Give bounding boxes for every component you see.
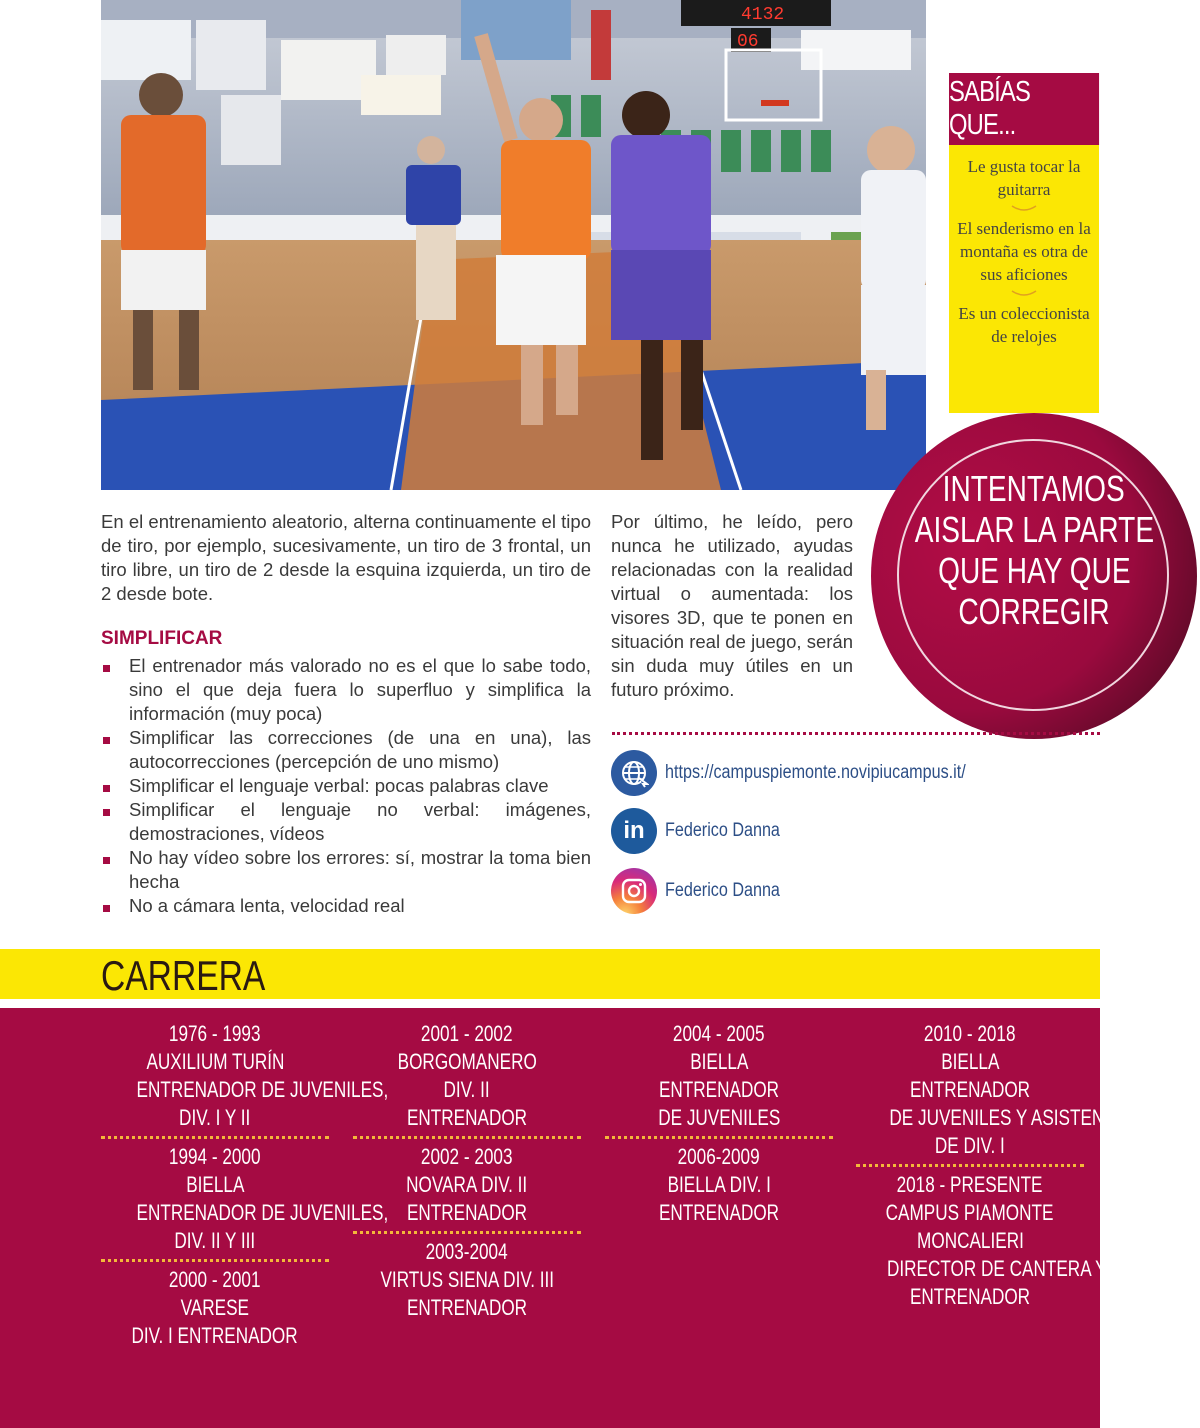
fact-item: El senderismo en la montaña es otra de sus aficiones bbox=[957, 219, 1091, 284]
list-item-text: El entrenador más valorado no es el que lo sabe todo, sino el que deja fuera lo superfluo y simplifica la información (muy poca) bbox=[129, 655, 591, 724]
career-timeline bbox=[0, 1008, 1127, 1428]
instagram-link[interactable] bbox=[611, 868, 800, 914]
quote-line: CORREGIR bbox=[958, 591, 1110, 632]
website-link[interactable] bbox=[611, 750, 1019, 796]
career-detail: NOVARA DIV. II bbox=[406, 1172, 528, 1197]
quote-line: INTENTAMOS bbox=[942, 468, 1126, 509]
linkedin-name[interactable]: Federico Danna bbox=[665, 820, 780, 841]
career-years: 2004 - 2005 bbox=[673, 1021, 765, 1046]
linkedin-icon: in bbox=[611, 808, 657, 854]
career-entry bbox=[353, 1020, 581, 1132]
career-detail: ENTRENADOR bbox=[406, 1105, 528, 1130]
career-entry bbox=[353, 1238, 581, 1322]
fun-facts-title-text: SABÍAS QUE... bbox=[949, 76, 1031, 141]
career-column bbox=[605, 1020, 833, 1227]
career-entry bbox=[856, 1171, 1107, 1311]
pull-quote-circle bbox=[871, 413, 1197, 739]
career-years: 2018 - PRESENTE bbox=[897, 1172, 1043, 1197]
career-years: 2000 - 2001 bbox=[169, 1267, 261, 1292]
career-dotted-separator bbox=[856, 1164, 1084, 1167]
list-item-text: Simplificar el lenguaje verbal: pocas palabras clave bbox=[129, 775, 549, 796]
bullet-square-icon bbox=[103, 905, 110, 912]
career-detail: DIRECTOR DE CANTERA Y bbox=[886, 1256, 1107, 1281]
list-item bbox=[101, 774, 591, 798]
career-entry bbox=[101, 1266, 329, 1350]
career-detail: BIELLA DIV. I bbox=[667, 1172, 771, 1197]
paragraph-virtual-reality: Por último, he leído, pero nunca he utilizado, ayudas relacionadas con la realidad virtual o aumentada: los visores 3D, que te ponen en situación real de juego, serán sin duda muy útiles en un futuro próximo. bbox=[611, 511, 853, 700]
list-item-text: No a cámara lenta, velocidad real bbox=[129, 895, 405, 916]
career-title-text: CARRERA bbox=[101, 952, 266, 999]
career-detail: ENTRENADOR bbox=[909, 1284, 1031, 1309]
fact-item: Es un coleccionista de relojes bbox=[958, 304, 1090, 346]
career-detail: ENTRENADOR DE JUVENILES, bbox=[136, 1077, 389, 1102]
career-years: 2001 - 2002 bbox=[421, 1021, 513, 1046]
career-title bbox=[101, 952, 306, 1000]
list-item bbox=[101, 894, 591, 918]
career-entry bbox=[856, 1020, 1127, 1160]
scoreboard-top: 4132 bbox=[741, 5, 785, 25]
career-detail: ENTRENADOR bbox=[406, 1295, 528, 1320]
career-column bbox=[856, 1020, 1127, 1311]
instagram-name[interactable]: Federico Danna bbox=[665, 880, 780, 901]
career-detail: DE DIV. I bbox=[935, 1133, 1005, 1158]
career-detail: ENTRENADOR bbox=[406, 1200, 528, 1225]
career-detail: DE JUVENILES Y ASISTENTE bbox=[889, 1105, 1127, 1130]
career-entry bbox=[605, 1020, 833, 1132]
list-item-text: No hay vídeo sobre los errores: sí, mostrar la toma bien hecha bbox=[129, 847, 591, 892]
career-years: 2010 - 2018 bbox=[924, 1021, 1016, 1046]
career-entry bbox=[101, 1020, 389, 1132]
career-detail: VIRTUS SIENA DIV. III bbox=[380, 1267, 554, 1292]
career-years: 1994 - 2000 bbox=[169, 1144, 261, 1169]
paragraph-random-training: En el entrenamiento aleatorio, alterna continuamente el tipo de tiro, por ejemplo, sucesivamente, un tiro de 3 frontal, un tiro libre, un tiro de 2 desde la esquina izquierda, un tiro de 2 desde bote. bbox=[101, 511, 591, 604]
globe-icon bbox=[611, 750, 657, 796]
career-detail: BIELLA bbox=[185, 1172, 245, 1197]
list-item bbox=[101, 846, 591, 894]
fun-facts-box bbox=[949, 73, 1099, 413]
career-entry bbox=[605, 1143, 833, 1227]
career-detail: MONCALIERI bbox=[916, 1228, 1024, 1253]
basketball-photo bbox=[101, 0, 926, 490]
career-dotted-separator bbox=[353, 1136, 581, 1139]
career-entry bbox=[101, 1143, 389, 1255]
career-dotted-separator bbox=[101, 1259, 329, 1262]
bullet-square-icon bbox=[103, 785, 110, 792]
career-years: 2006-2009 bbox=[677, 1144, 761, 1169]
career-detail: ENTRENADOR DE JUVENILES, bbox=[136, 1200, 389, 1225]
scoreboard-bottom: 06 bbox=[737, 32, 759, 52]
career-years: 2003-2004 bbox=[425, 1239, 509, 1264]
dotted-divider bbox=[612, 732, 1100, 735]
career-detail: BIELLA bbox=[689, 1049, 749, 1074]
career-detail: AUXILIUM TURÍN bbox=[146, 1049, 284, 1074]
bullet-square-icon bbox=[103, 857, 110, 864]
list-item-text: Simplificar las correcciones (de una en una), las autocorrecciones (percepción de uno mismo) bbox=[129, 727, 591, 772]
section-heading-simplificar: SIMPLIFICAR bbox=[101, 628, 223, 649]
bullet-square-icon bbox=[103, 809, 110, 816]
ornament-divider-icon bbox=[949, 286, 1099, 302]
career-detail: ENTRENADOR bbox=[658, 1200, 780, 1225]
career-detail: DE JUVENILES bbox=[657, 1105, 781, 1130]
ornament-divider-icon bbox=[949, 201, 1099, 217]
career-detail: VARESE bbox=[180, 1295, 250, 1320]
bullet-square-icon bbox=[103, 737, 110, 744]
fact-item: Le gusta tocar la guitarra bbox=[967, 157, 1081, 199]
pull-quote-text bbox=[871, 468, 1197, 632]
career-years: 2002 - 2003 bbox=[421, 1144, 513, 1169]
list-item-text: Simplificar el lenguaje no verbal: imágenes, demostraciones, vídeos bbox=[129, 799, 591, 844]
career-detail: ENTRENADOR bbox=[909, 1077, 1031, 1102]
fun-facts-title bbox=[949, 73, 1099, 145]
list-item bbox=[101, 654, 591, 726]
career-detail: ENTRENADOR bbox=[658, 1077, 780, 1102]
quote-line: QUE HAY QUE bbox=[937, 550, 1131, 591]
instagram-icon bbox=[611, 868, 657, 914]
career-dotted-separator bbox=[353, 1231, 581, 1234]
career-detail: DIV. I Y II bbox=[179, 1105, 251, 1130]
career-column bbox=[101, 1020, 389, 1350]
quote-line: AISLAR LA PARTE bbox=[914, 509, 1154, 550]
linkedin-link[interactable] bbox=[611, 808, 800, 854]
career-detail: BIELLA bbox=[940, 1049, 1000, 1074]
simplify-bullet-list bbox=[101, 654, 591, 918]
career-entry bbox=[353, 1143, 581, 1227]
list-item bbox=[101, 726, 591, 774]
career-detail: BORGOMANERO bbox=[397, 1049, 537, 1074]
career-years: 1976 - 1993 bbox=[169, 1021, 261, 1046]
website-url[interactable]: https://campuspiemonte.novipiucampus.it/ bbox=[665, 762, 966, 783]
career-detail: DIV. I ENTRENADOR bbox=[131, 1323, 299, 1348]
basketball-game-illustration bbox=[101, 0, 926, 490]
career-detail: DIV. II Y III bbox=[174, 1228, 256, 1253]
career-detail: CAMPUS PIAMONTE bbox=[886, 1200, 1054, 1225]
career-column bbox=[353, 1020, 581, 1322]
bullet-square-icon bbox=[103, 665, 110, 672]
fun-facts-list bbox=[949, 145, 1099, 413]
list-item bbox=[101, 798, 591, 846]
career-dotted-separator bbox=[605, 1136, 833, 1139]
career-dotted-separator bbox=[101, 1136, 329, 1139]
career-detail: DIV. II bbox=[443, 1077, 491, 1102]
